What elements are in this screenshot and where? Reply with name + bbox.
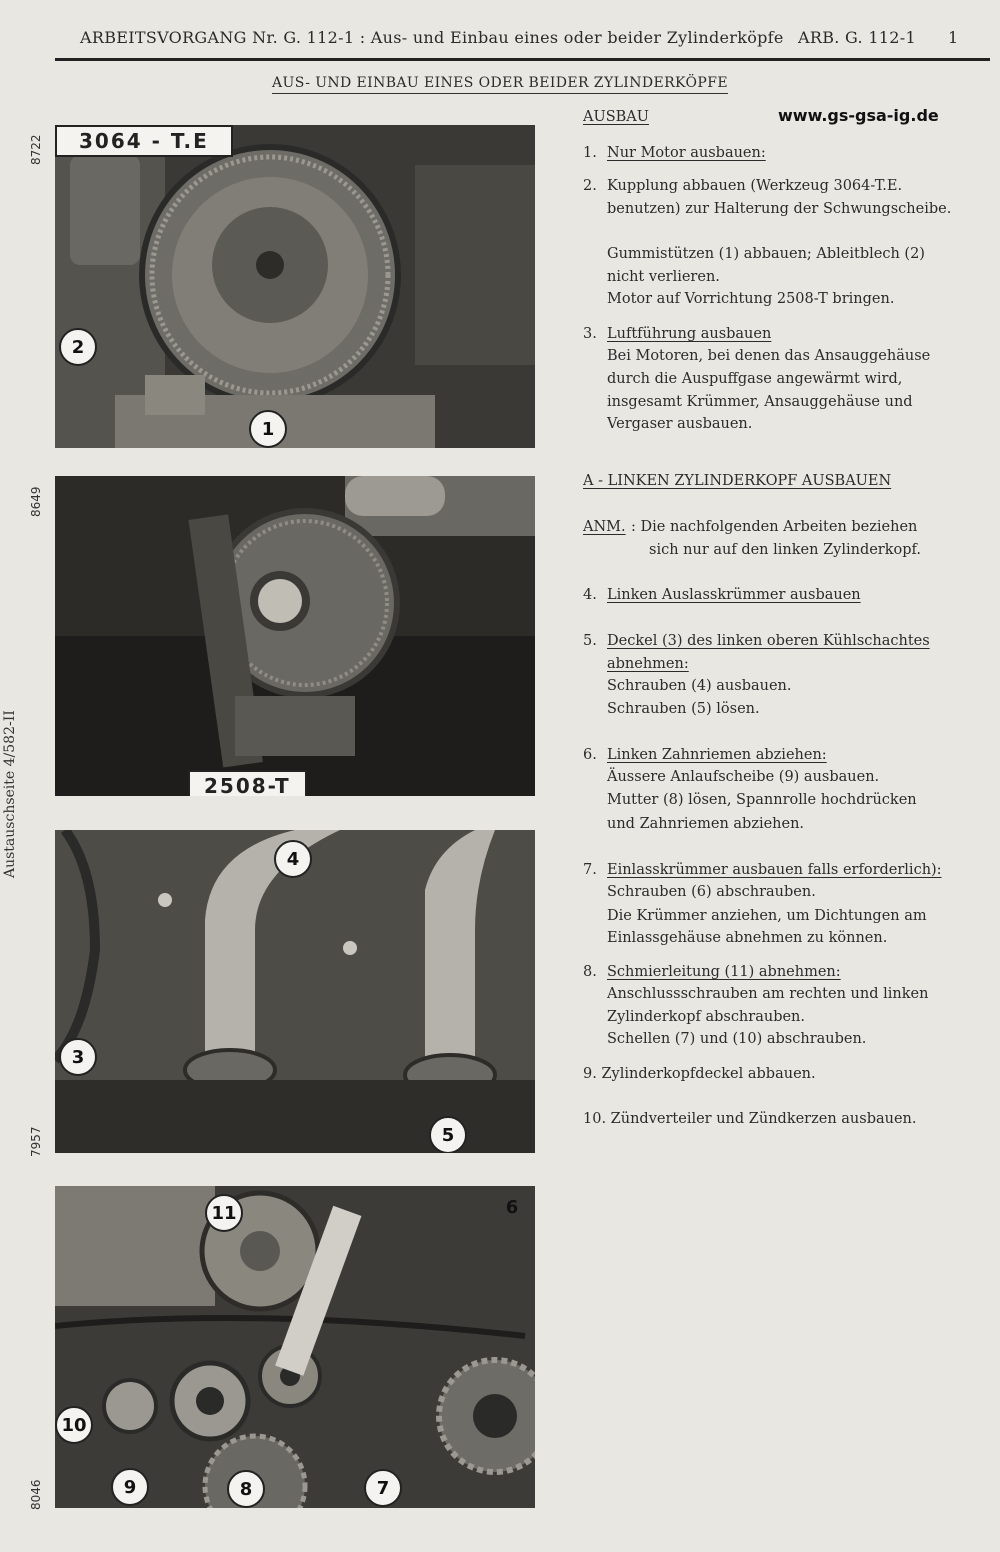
step-8-line-2: Zylinderkopf abschrauben. <box>607 1009 806 1025</box>
step-3-num: 3. <box>583 326 597 342</box>
step-5-line-2: Schrauben (5) lösen. <box>607 701 760 717</box>
callout-10: 10 <box>55 1406 93 1444</box>
photo-cooling-cover <box>55 830 535 1153</box>
step-8-line-3: Schellen (7) und (10) abschrauben. <box>607 1031 867 1047</box>
step-2-line-4: nicht verlieren. <box>607 269 720 285</box>
step-5-title-1: Deckel (3) des linken oberen Kühlschachtes <box>607 633 930 649</box>
website-link[interactable]: www.gs-gsa-ig.de <box>778 106 939 125</box>
step-5-num: 5. <box>583 633 597 649</box>
photo-engine-stand <box>55 476 535 796</box>
callout-11: 11 <box>205 1194 243 1232</box>
callout-5: 5 <box>429 1116 467 1153</box>
page-number: 1 <box>948 28 959 47</box>
callout-7: 7 <box>364 1469 402 1507</box>
step-9: 9. Zylinderkopfdeckel abbauen. <box>583 1066 816 1082</box>
step-2-line-5: Motor auf Vorrichtung 2508-T bringen. <box>607 291 895 307</box>
step-6-title: Linken Zahnriemen abziehen: <box>607 747 827 763</box>
step-7-line-3: Einlassgehäuse abnehmen zu können. <box>607 930 888 946</box>
callout-4: 4 <box>274 840 312 878</box>
callout-1: 1 <box>249 410 287 448</box>
step-6-line-3: und Zahnriemen abziehen. <box>607 816 805 832</box>
anm-line-1: : Die nachfolgenden Arbeiten beziehen <box>631 519 918 535</box>
step-3-line-4: Vergaser ausbauen. <box>607 416 753 432</box>
side-text: Austauschseite 4/582-II <box>2 710 18 878</box>
step-7-line-2: Die Krümmer anziehen, um Dichtungen am <box>607 908 927 924</box>
step-7-num: 7. <box>583 862 597 878</box>
photo-ref-2: 8649 <box>29 486 43 517</box>
step-2-line-2: benutzen) zur Halterung der Schwungscheibe. <box>607 201 952 217</box>
header-right: ARB. G. 112-1 <box>798 28 916 47</box>
step-8-num: 8. <box>583 964 597 980</box>
step-6-num: 6. <box>583 747 597 763</box>
header-rule <box>55 58 990 61</box>
heading-section-a: A - LINKEN ZYLINDERKOPF AUSBAUEN <box>583 473 892 489</box>
tool-label-3064: 3064 - T.E <box>55 125 233 157</box>
callout-8: 8 <box>227 1470 265 1508</box>
anm-label: ANM. <box>583 519 626 535</box>
heading-ausbau: AUSBAU <box>583 109 649 125</box>
photo-clutch <box>55 125 535 448</box>
step-3-title: Luftführung ausbauen <box>607 326 772 342</box>
page-title: AUS- UND EINBAU EINES ODER BEIDER ZYLINDERKÖPFE <box>272 75 728 94</box>
header-left: ARBEITSVORGANG Nr. G. 112-1 : Aus- und Einbau eines oder beider Zylinderköpfe <box>80 28 784 47</box>
step-5-line-1: Schrauben (4) ausbauen. <box>607 678 792 694</box>
step-2-line-1: Kupplung abbauen (Werkzeug 3064-T.E. <box>607 178 903 194</box>
step-4-title: Linken Auslasskrümmer ausbauen <box>607 587 861 603</box>
callout-3: 3 <box>59 1038 97 1076</box>
step-2-num: 2. <box>583 178 597 194</box>
step-10: 10. Zündverteiler und Zündkerzen ausbauen. <box>583 1111 917 1127</box>
step-2-line-3: Gummistützen (1) abbauen; Ableitblech (2) <box>607 246 925 262</box>
tool-label-2508: 2508-T <box>188 770 307 796</box>
step-7-line-1: Schrauben (6) abschrauben. <box>607 884 816 900</box>
step-1-num: 1. <box>583 145 597 161</box>
callout-6: 6 <box>505 1196 519 1218</box>
step-8-line-1: Anschlussschrauben am rechten und linken <box>607 986 929 1002</box>
callout-2: 2 <box>59 328 97 366</box>
step-8-title: Schmierleitung (11) abnehmen: <box>607 964 841 980</box>
step-3-line-1: Bei Motoren, bei denen das Ansauggehäuse <box>607 348 931 364</box>
step-6-line-2: Mutter (8) lösen, Spannrolle hochdrücken <box>607 792 917 808</box>
callout-9: 9 <box>111 1468 149 1506</box>
step-1-title: Nur Motor ausbauen: <box>607 145 766 161</box>
photo-ref-1: 8722 <box>29 134 43 165</box>
step-3-line-3: insgesamt Krümmer, Ansauggehäuse und <box>607 394 913 410</box>
photo-belt-drive <box>55 1186 535 1508</box>
step-5-title-2: abnehmen: <box>607 656 689 672</box>
photo-ref-4: 8046 <box>29 1479 43 1510</box>
step-3-line-2: durch die Auspuffgase angewärmt wird, <box>607 371 903 387</box>
step-4-num: 4. <box>583 587 597 603</box>
photo-ref-3: 7957 <box>29 1126 43 1157</box>
step-7-title: Einlasskrümmer ausbauen falls erforderlich): <box>607 862 942 878</box>
anm-line-2: sich nur auf den linken Zylinderkopf. <box>649 542 921 558</box>
step-6-line-1: Äussere Anlaufscheibe (9) ausbauen. <box>607 769 880 785</box>
